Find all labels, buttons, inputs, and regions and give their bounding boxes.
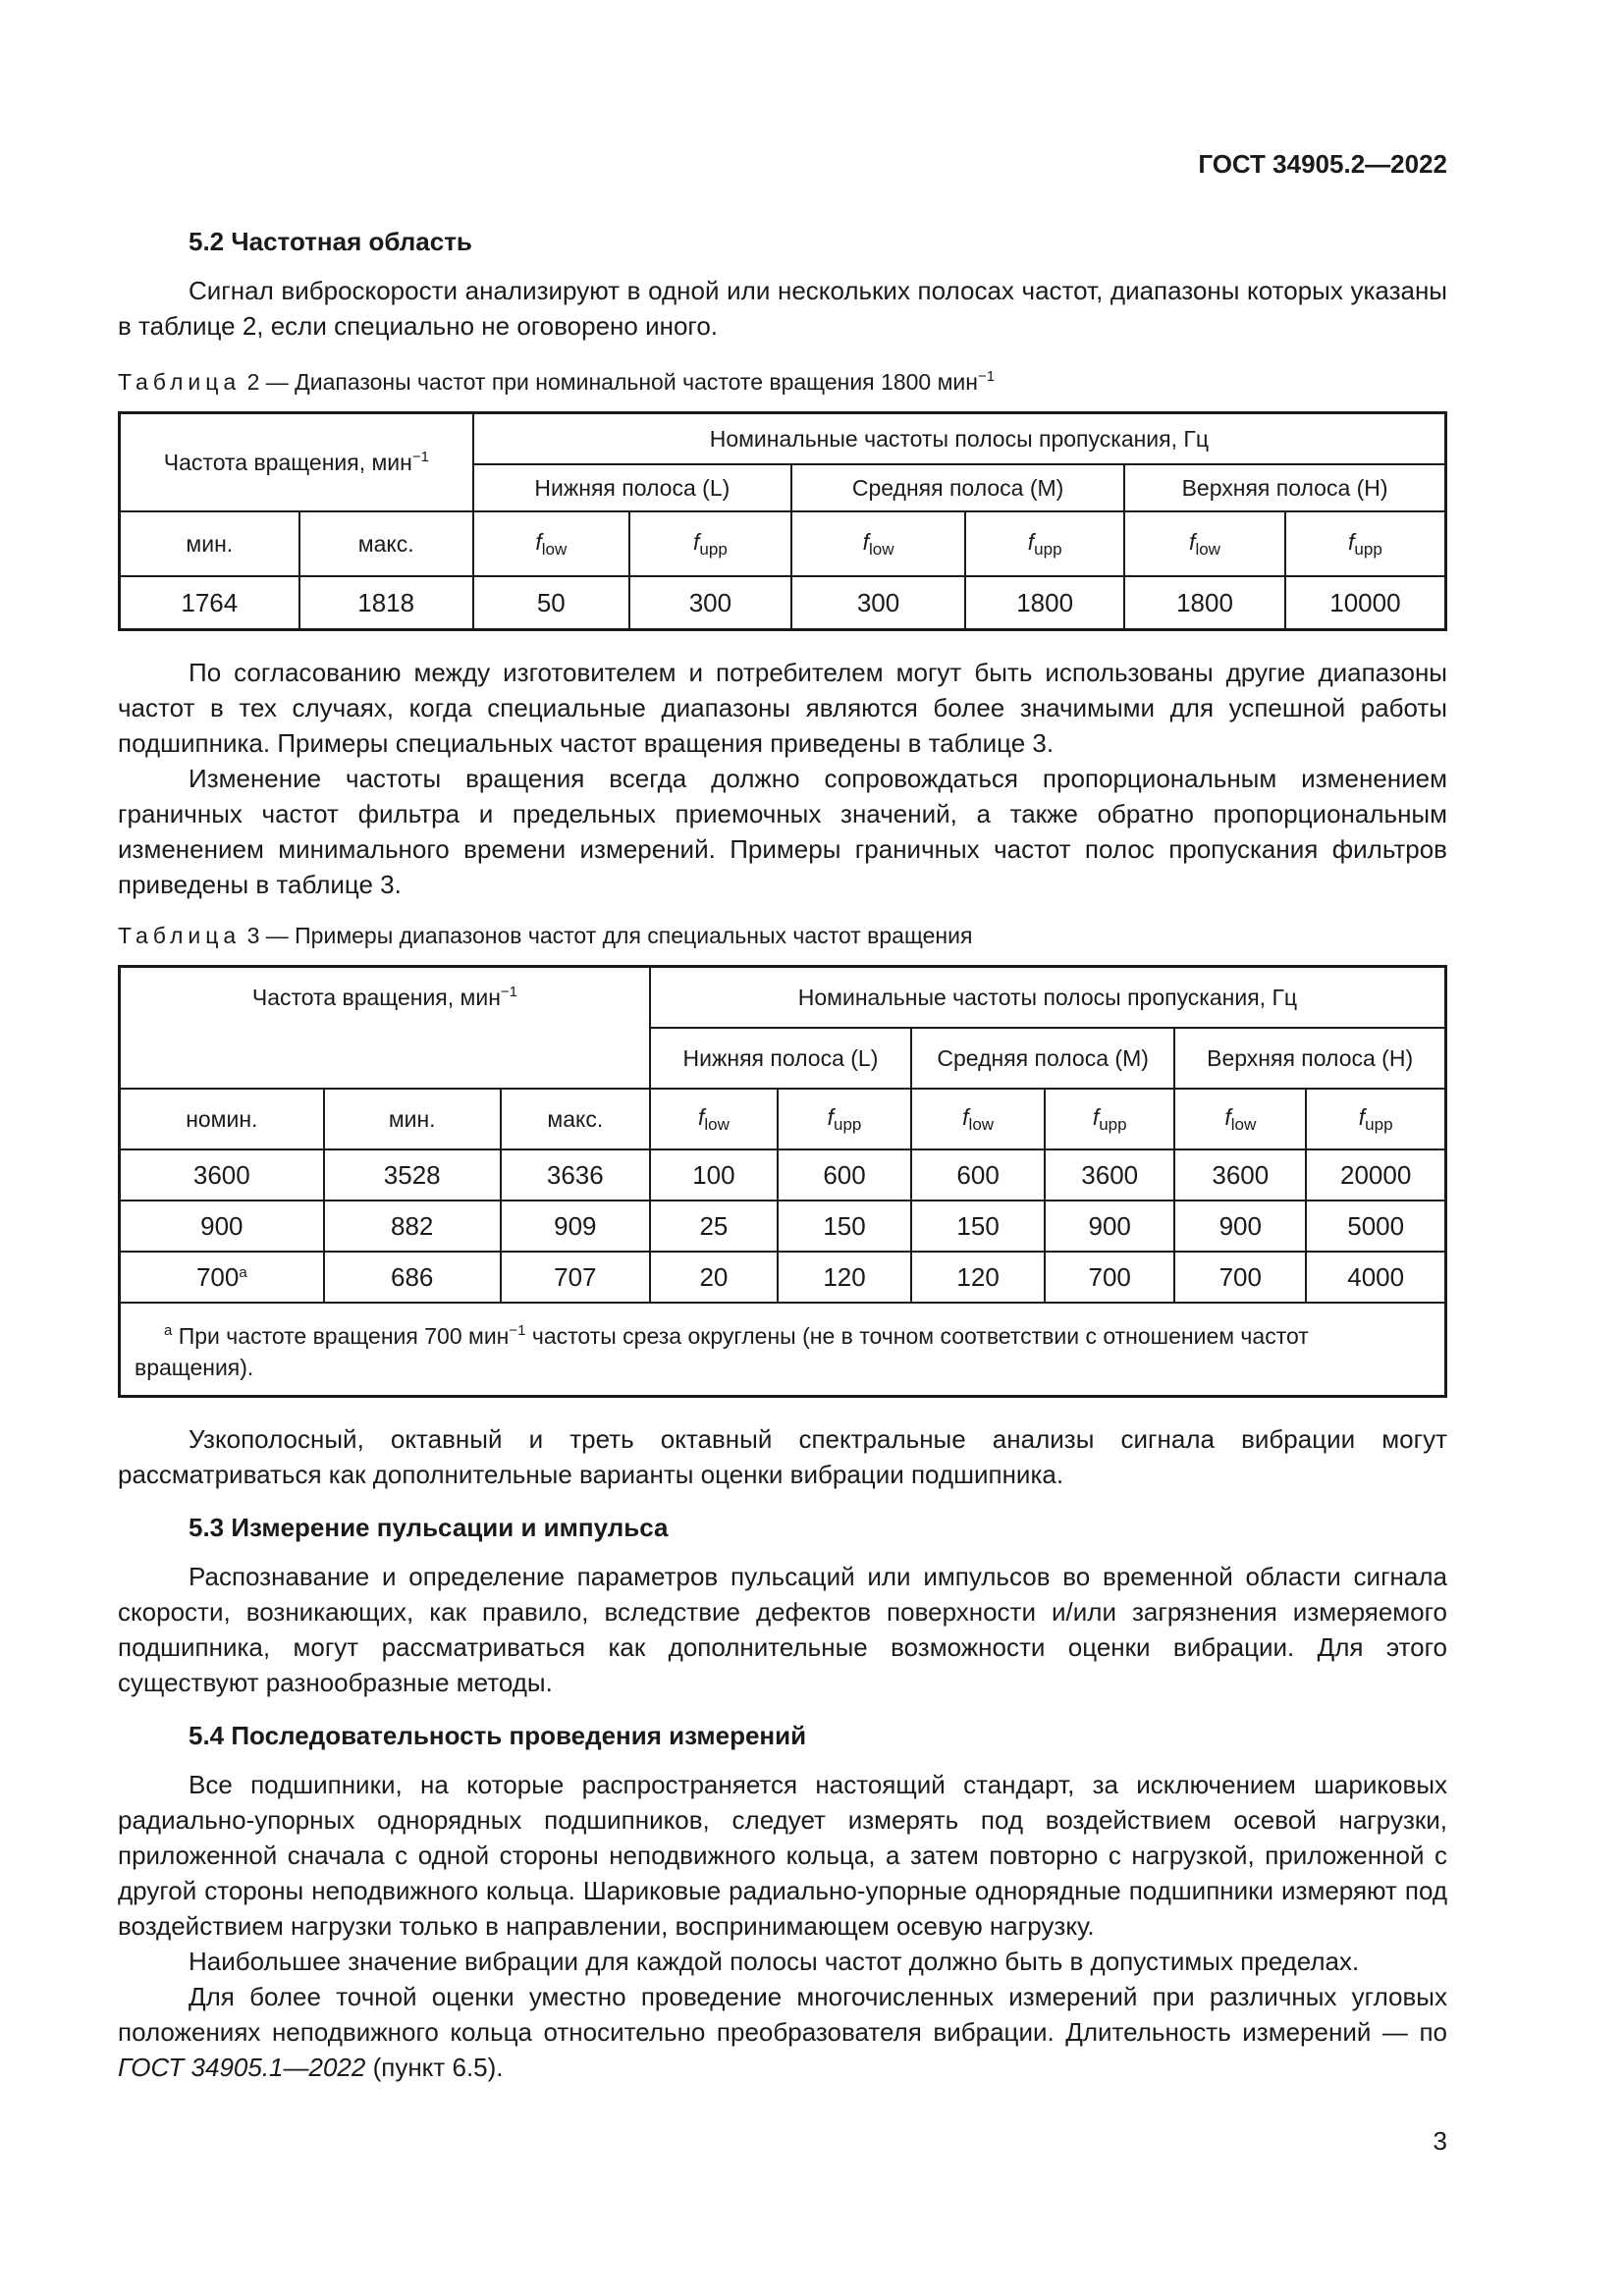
table-2-caption: Таблица 2 — Диапазоны частот при номинальной частоте вращения 1800 мин$^{-1}$	[118, 368, 996, 395]
table-cell: 150	[778, 1201, 911, 1252]
f-upp-header: $f_{upp}$	[1045, 1089, 1174, 1149]
paragraph: Узкополосный, октавный и треть октавный спектральные анализы сигнала вибрации могут рассматриваться как дополнительные варианты оценки вибрации подшипника.	[118, 1424, 1447, 1489]
table-cell: 600	[911, 1149, 1045, 1201]
table-3-nominal-header: Номинальные частоты полосы пропускания, Гц	[650, 967, 1446, 1029]
table-2-nominal-header: Номинальные частоты полосы пропускания, Гц	[473, 413, 1446, 465]
table-cell: 1764	[120, 576, 299, 630]
table-cell: 3600	[120, 1149, 324, 1201]
f-upp-header: $f_{upp}$	[965, 511, 1124, 576]
paragraph: Наибольшее значение вибрации для каждой полосы частот должно быть в допустимых пределах.	[189, 1947, 1360, 1976]
table-cell: 900	[120, 1201, 324, 1252]
table-cell: 150	[911, 1201, 1045, 1252]
table-3-footnote: $^a$ При частоте вращения 700 мин$^{-1}$ частоты среза округлены (не в точном соответствии с отношением частот вращения).	[120, 1303, 1446, 1397]
paragraph: Изменение частоты вращения всегда должно сопровождаться пропорциональным изменением граничных частот фильтра и предельных приемочных значений, а также обратно пропорциональным изменением минимального времени измерений. Примеры граничных частот полос пропускания фильтров приведены в таблице 3.	[118, 764, 1447, 899]
table-cell: 50	[473, 576, 629, 630]
table-row	[120, 576, 1446, 630]
table-3-low-band: Нижняя полоса (L)	[650, 1028, 911, 1089]
table-cell: 1818	[299, 576, 473, 630]
page-content	[118, 224, 1447, 2085]
table-2-rotation-header: Частота вращения, мин$^{-1}$	[120, 413, 473, 512]
table-2-low-band: Нижняя полоса (L)	[473, 464, 791, 511]
section-5-4-heading: 5.4 Последовательность проведения измерений	[189, 1721, 807, 1750]
table-cell: 3528	[324, 1149, 501, 1201]
table-cell: 25	[650, 1201, 778, 1252]
table-2	[118, 411, 1447, 631]
table-3	[118, 965, 1447, 1398]
f-low-header: $f_{low}$	[650, 1089, 778, 1149]
table-3-high-band: Верхняя полоса (H)	[1174, 1028, 1445, 1089]
paragraph: Распознавание и определение параметров пульсаций или импульсов во временной области сигнала скорости, возникающих, как правило, вследствие дефектов поверхности и/или загрязнения измеряемого подшипника, могут рассматриваться как дополнительные возможности оценки вибрации. Для этого существуют разнообразные методы.	[118, 1562, 1447, 1697]
table-3-max-header: макс.	[501, 1089, 650, 1149]
table-cell: 5000	[1306, 1201, 1445, 1252]
f-upp-header: $f_{upp}$	[1306, 1089, 1445, 1149]
table-2-min-header: мин.	[120, 511, 299, 576]
table-cell: 707	[501, 1252, 650, 1303]
table-cell: 882	[324, 1201, 501, 1252]
table-cell: 909	[501, 1201, 650, 1252]
paragraph: По согласованию между изготовителем и потребителем могут быть использованы другие диапазоны частот в тех случаях, когда специальные диапазоны являются более значимыми для успешной работы подшипника. Примеры специальных частот вращения приведены в таблице 3.	[118, 658, 1447, 758]
table-2-mid-band: Средняя полоса (M)	[791, 464, 1124, 511]
table-row	[120, 1201, 1446, 1252]
table-cell: 900	[1174, 1201, 1306, 1252]
page-number: 3	[1433, 2126, 1447, 2156]
f-upp-header: $f_{upp}$	[629, 511, 791, 576]
f-upp-header: $f_{upp}$	[778, 1089, 911, 1149]
table-3-rotation-header: Частота вращения, мин$^{-1}$	[120, 967, 650, 1090]
table-cell: 700	[1174, 1252, 1306, 1303]
f-low-header: $f_{low}$	[911, 1089, 1045, 1149]
section-5-3-heading: 5.3 Измерение пульсации и импульса	[189, 1513, 669, 1542]
table-3-caption: Таблица 3 — Примеры диапазонов частот для специальных частот вращения	[118, 923, 973, 948]
table-cell: 900	[1045, 1201, 1174, 1252]
table-cell: 120	[911, 1252, 1045, 1303]
f-low-header: $f_{low}$	[1124, 511, 1285, 576]
table-3-min-header: мин.	[324, 1089, 501, 1149]
table-cell: 3636	[501, 1149, 650, 1201]
table-cell: 300	[629, 576, 791, 630]
table-3-mid-band: Средняя полоса (M)	[911, 1028, 1174, 1089]
table-cell: 1800	[1124, 576, 1285, 630]
standard-reference: ГОСТ 34905.1—2022	[118, 2053, 366, 2082]
paragraph: Все подшипники, на которые распространяется настоящий стандарт, за исключением шариковых радиально-упорных однорядных подшипников, следует измерять под воздействием осевой нагрузки, приложенной сначала с одной стороны неподвижного кольца, а затем повторно с нагрузкой, приложенной с другой стороны неподвижного кольца. Шариковые радиально-упорные однорядные подшипники измеряют под воздействием нагрузки только в направлении, воспринимающем осевую нагрузку.	[118, 1770, 1447, 1941]
table-cell: 10000	[1285, 576, 1446, 630]
table-cell: 3600	[1174, 1149, 1306, 1201]
table-cell: 700$^a$	[120, 1252, 324, 1303]
section-5-2-heading: 5.2 Частотная область	[189, 227, 472, 256]
table-cell: 20	[650, 1252, 778, 1303]
table-cell: 120	[778, 1252, 911, 1303]
table-cell: 1800	[965, 576, 1124, 630]
table-cell: 600	[778, 1149, 911, 1201]
table-cell: 4000	[1306, 1252, 1445, 1303]
paragraph: Для более точной оценки уместно проведение многочисленных измерений при различных угловых положениях неподвижного кольца относительно преобразователя вибрации. Длительность измерений — по ГОСТ 34905.1—2022 (пункт 6.5).	[118, 1982, 1447, 2082]
f-upp-header: $f_{upp}$	[1285, 511, 1446, 576]
f-low-header: $f_{low}$	[473, 511, 629, 576]
table-row	[120, 1149, 1446, 1201]
table-row	[120, 1252, 1446, 1303]
f-low-header: $f_{low}$	[791, 511, 965, 576]
table-cell: 3600	[1045, 1149, 1174, 1201]
table-2-high-band: Верхняя полоса (H)	[1124, 464, 1445, 511]
table-cell: 300	[791, 576, 965, 630]
table-cell: 686	[324, 1252, 501, 1303]
document-code: ГОСТ 34905.2—2022	[1198, 149, 1447, 179]
table-3-nom-header: номин.	[120, 1089, 324, 1149]
paragraph: Сигнал виброскорости анализируют в одной или нескольких полосах частот, диапазоны которых указаны в таблице 2, если специально не оговорено иного.	[118, 276, 1447, 341]
table-cell: 20000	[1306, 1149, 1445, 1201]
table-cell: 100	[650, 1149, 778, 1201]
table-cell: 700	[1045, 1252, 1174, 1303]
f-low-header: $f_{low}$	[1174, 1089, 1306, 1149]
table-2-max-header: макс.	[299, 511, 473, 576]
